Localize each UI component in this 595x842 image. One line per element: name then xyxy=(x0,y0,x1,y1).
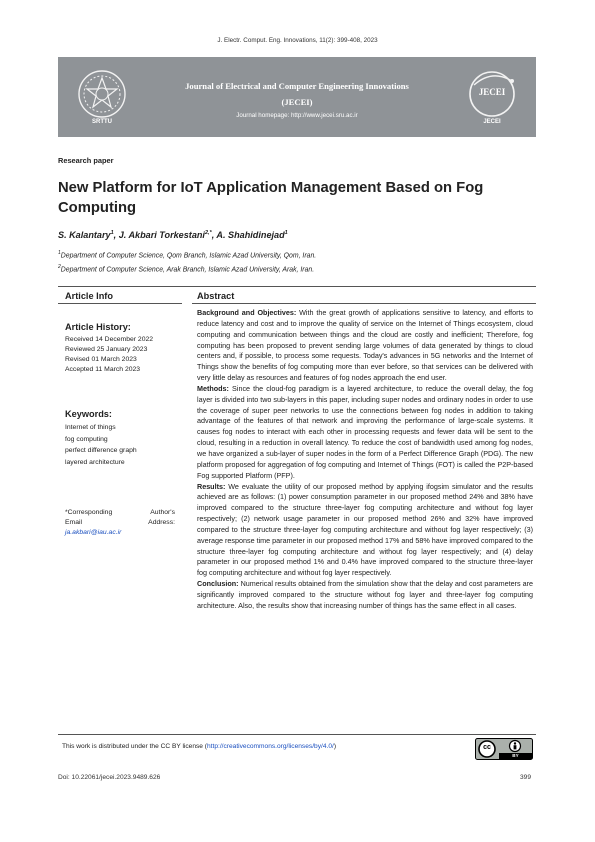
abstract-methods xyxy=(197,384,533,482)
cc-by-badge[interactable] xyxy=(475,738,533,760)
cc-badge-label: cc xyxy=(483,744,491,751)
journal-citation: J. Electr. Comput. Eng. Innovations, 11(2): 399-408, 2023 xyxy=(217,37,378,44)
abstract-label: Conclusion: xyxy=(197,579,239,589)
article-history-list xyxy=(65,335,153,375)
keyword: Internet of things xyxy=(65,424,116,431)
author-separator: , xyxy=(113,230,119,241)
corresponding-label: Author's xyxy=(150,509,175,516)
abstract-text: Numerical results obtained from the simulation show that the delay and cost parameters are significantly improved compared to the structure without fog layer and three-layer fog computing architecture. Also, the results show that increasing number of things has the same effect in all cases. xyxy=(197,579,533,610)
paper-title: New Platform for IoT Application Management Based on Fog Computing xyxy=(58,180,484,216)
by-badge-label: BY xyxy=(512,753,519,758)
corresponding-label: Address: xyxy=(148,519,175,526)
author-name: S. Kalantary xyxy=(58,230,111,241)
affiliation-text: Department of Computer Science, Arak Branch, Islamic Azad University, Arak, Iran. xyxy=(60,266,315,274)
affiliation xyxy=(58,250,316,259)
keyword: fog computing xyxy=(65,435,108,443)
abstract-rule xyxy=(192,303,536,304)
article-info-heading: Article Info xyxy=(65,291,113,301)
bottom-rule xyxy=(58,734,536,735)
author-name: J. Akbari Torkestani xyxy=(118,230,205,241)
keyword: layered architecture xyxy=(65,458,125,466)
abstract-results xyxy=(197,482,533,580)
jecei-logo-label: JECEI xyxy=(483,119,501,125)
history-item: Received 14 December 2022 xyxy=(65,336,154,343)
history-item: Accepted 11 March 2023 xyxy=(65,366,141,373)
abstract-text: With the great growth of applications sensitive to latency, and efforts to reduce latency and cost and to improve the quality of service on the Internet of Things ecosystem, cloud computing and communication between things and the cloud are costly and inefficient; Therefore, fog computing has been proposed to prevent sending large volumes of data generated by things to cloud centers and, if possible, to process some requests. Today's advances in 5G networks and the Internet of Things show the benefits of fog computing more than ever before, so that services can be delivered with very little delay as resources and features of fog nodes approach the end user. xyxy=(197,308,534,383)
top-rule xyxy=(58,286,536,287)
author-separator: , xyxy=(211,230,217,241)
page-number: 399 xyxy=(520,774,532,781)
journal-abbreviation: (JECEI) xyxy=(281,97,313,107)
keyword: perfect difference graph xyxy=(65,447,137,455)
license-text: ) xyxy=(333,743,337,750)
paper-type: Research paper xyxy=(58,156,114,165)
abstract-text: Since the cloud-fog paradigm is a layered architecture, to reduce the overall delay, the fog layer is divided into two sub-layers in this paper, including super nodes and ordinary nodes in order to use the coverage of super peer networks to use the connections between fog nodes in addition to taking advantage of the features of that network and improving the performance of large-scale systems. It causes fog nodes to interact with each other in processing requests and fewer data will be sent to the cloud, resulting in a reduction in overall latency. To reduce the cost of bandwidth used among fog nodes, we have organized a sub-layer of super nodes in the form of a Perfect Difference Graph (PDG). The new platform proposed for aggregation of fog computing and Internet of Things (FOT) is called the P2P-based Fog supported Platform (PFP). xyxy=(197,383,533,480)
author-affiliation-mark: 1 xyxy=(284,230,288,236)
abstract-conclusion xyxy=(197,579,533,612)
journal-homepage[interactable]: Journal homepage: http://www.jecei.sru.ac.ir xyxy=(236,112,358,119)
author-affiliation-mark: 1 xyxy=(110,230,114,236)
abstract-body xyxy=(197,308,533,612)
jecei-logo-mark: JECEI xyxy=(478,87,506,97)
affiliation-mark: 2 xyxy=(58,264,61,270)
author-name: A. Shahidinejad xyxy=(216,230,285,241)
corresponding-email[interactable]: ja.akbari@iau.ac.ir xyxy=(65,529,122,536)
affiliation-text: Department of Computer Science, Qom Branch, Islamic Azad University, Qom, Iran. xyxy=(60,252,317,260)
abstract-text: We evaluate the utility of our proposed method by applying ifogsim simulator and the results achieved are as follows: (1) power consumption parameter in our proposed method 24% and 38% have improved compared to the structure three-layer fog computing architecture and without fog layer respectively; (2) network usage parameter in our proposed method 26% and 32% have improved compared to the structure three-layer fog computing architecture and without fog layer respectively; (3) average response time parameter in our proposed method 17% and 58% have improved compared to the structure three-layer fog computing architecture and without fog layer respectively; and (4) delay parameter in our proposed method 1% and 0.4% have improved compared to the structure three-layer fog computing architecture and without fog layer respectively. xyxy=(197,481,533,578)
keywords-heading: Keywords: xyxy=(65,409,112,419)
affiliation xyxy=(58,264,314,273)
journal-name: Journal of Electrical and Computer Engineering Innovations xyxy=(185,81,409,91)
keywords-list xyxy=(65,422,137,468)
abstract-background xyxy=(197,308,533,384)
journal-banner xyxy=(58,57,536,137)
jecei-logo xyxy=(462,65,522,129)
abstract-label: Methods: xyxy=(197,383,229,393)
author-list xyxy=(58,230,288,240)
affiliation-mark: 1 xyxy=(58,250,61,256)
corresponding-author xyxy=(65,508,175,538)
corresponding-label: *Corresponding xyxy=(65,509,113,516)
author-affiliation-mark: 2,* xyxy=(204,230,212,236)
license-notice xyxy=(62,743,336,750)
history-item: Revised 01 March 2023 xyxy=(65,356,137,363)
history-item: Reviewed 25 January 2023 xyxy=(65,346,148,353)
article-history-heading: Article History: xyxy=(65,322,131,332)
license-link[interactable]: http://creativecommons.org/licenses/by/4.0/ xyxy=(207,743,334,750)
license-text: This work is distributed under the CC BY license ( xyxy=(62,743,208,750)
doi[interactable]: Doi: 10.22061/jecei.2023.9489.626 xyxy=(58,774,161,781)
corresponding-label: Email xyxy=(65,519,82,526)
abstract-label: Background and Objectives: xyxy=(197,308,297,317)
abstract-heading: Abstract xyxy=(197,291,235,301)
article-info-rule xyxy=(58,303,182,304)
abstract-label: Results: xyxy=(197,481,226,491)
srttu-logo-label: SRTTU xyxy=(92,119,112,125)
